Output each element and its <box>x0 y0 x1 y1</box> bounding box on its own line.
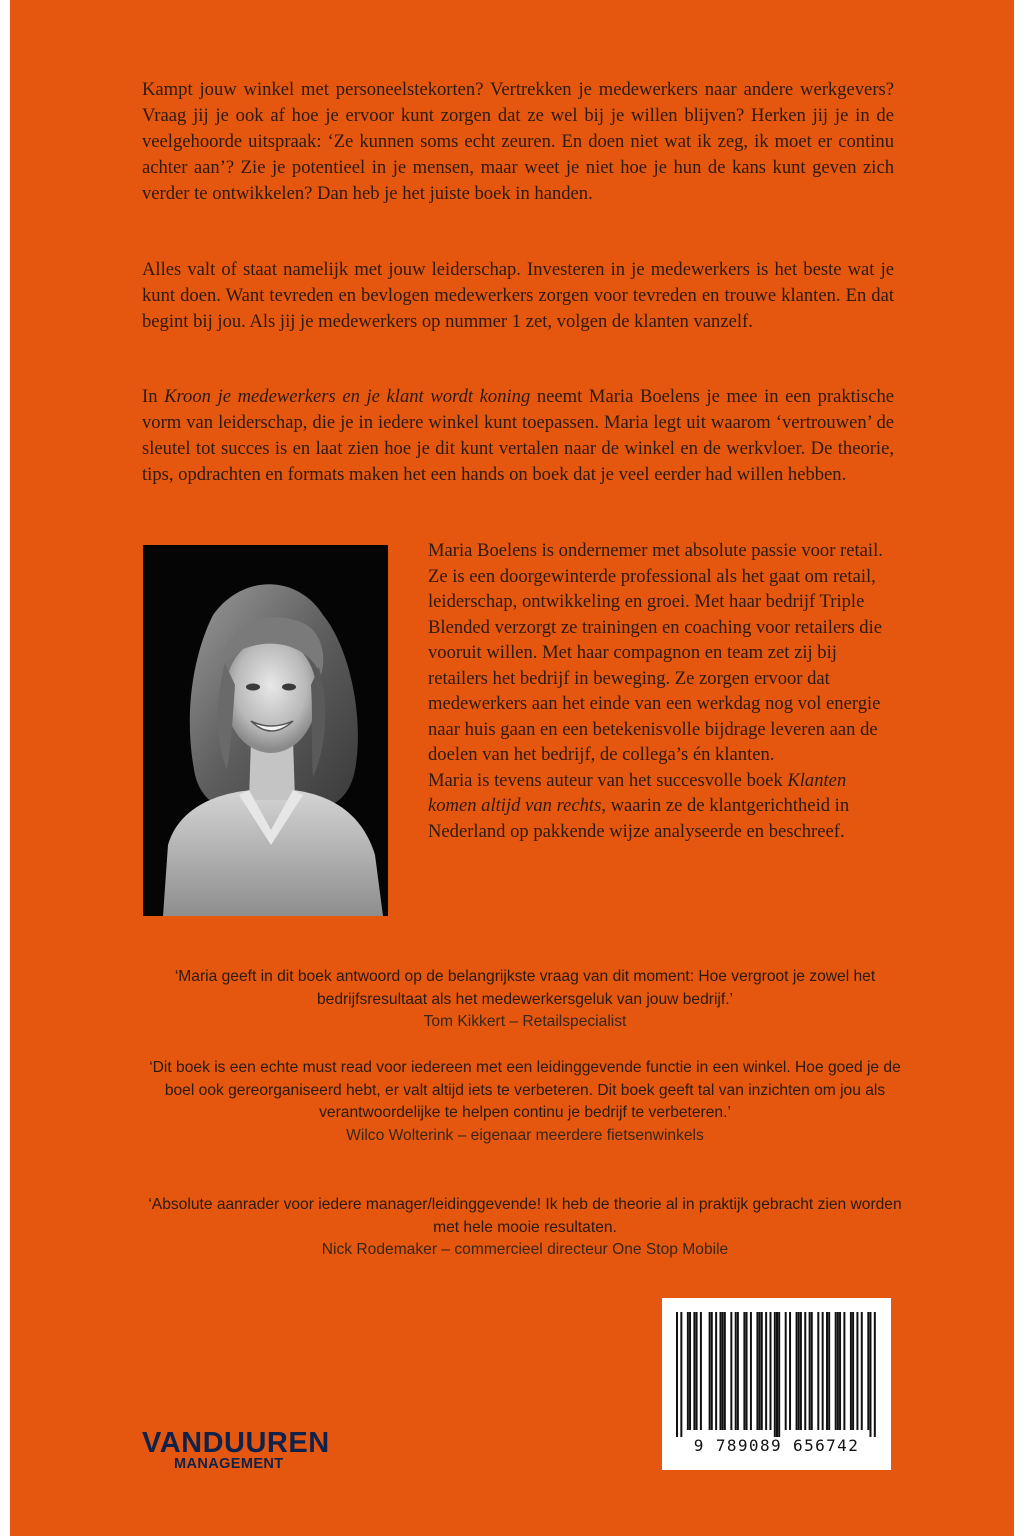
barcode-bar <box>746 1312 748 1430</box>
quote-text: ‘Absolute aanrader voor iedere manager/leidinggevende! Ik heb de theorie al in praktijk gebracht zien worden met hele mooie resultaten. <box>148 1196 902 1236</box>
barcode-bar <box>735 1312 737 1430</box>
quote-source: Wilco Wolterink – eigenaar meerdere fietsenwinkels <box>346 1126 704 1144</box>
author-photo <box>143 545 388 916</box>
back-cover <box>10 0 1014 1536</box>
bio-line2-rest: , waarin ze de klantgerichtheid in Nederland op pakkende wijze analyseerde en beschreef. <box>428 795 850 842</box>
blurb-p3-rest: neemt Maria Boelens je mee in een praktische vorm van leiderschap, die je in iedere winkel kunt toepassen. Maria legt uit waarom ‘vertrouwen’ de sleutel tot succes is en laat zien hoe je dit kunt vertalen naar de winkel en de werkvloer. De theorie, tips, opdrachten en formats maken het een hands on boek dat je veel eerder had willen hebben. <box>142 386 895 485</box>
review-quote-2 <box>140 1057 910 1147</box>
ean-13-barcode-icon <box>676 1312 876 1437</box>
barcode-bar <box>765 1312 767 1430</box>
barcode-bar <box>776 1312 778 1437</box>
barcode-bar <box>852 1312 854 1430</box>
barcode-bar <box>861 1312 863 1430</box>
barcode-bar <box>711 1312 713 1430</box>
barcode-bar <box>826 1312 828 1430</box>
blurb-paragraph-1: Kampt jouw winkel met personeelstekorten? Vertrekken je medewerkers naar andere werkgevers? Vraag jij je ook af hoe je ervoor kunt zorgen dat ze wel bij je willen blijven? Herken jij je in de veelgehoorde uitspraak: ‘Ze kunnen soms echt zeuren. En doen niet wat ik zeg, ik moet er continu achter aan’? Zie je potentieel in je mensen, maar weet je niet hoe je hun de kans kunt geven zich verder te ontwikkelen? Dan heb je het juiste boek in handen. <box>142 79 894 204</box>
author-bio <box>428 538 884 844</box>
quote-text: ‘Dit boek is een echte must read voor iedereen met een leidinggevende functie in een winkel. Hoe goed je de boel ook gereorganiseerd hebt, er valt altijd iets te verbeteren. Dit boek geeft tal van inzichten om jou als verantwoordelijke te helpen continu je bedrijf te verbeteren.’ <box>149 1059 901 1121</box>
barcode-bar <box>798 1312 800 1430</box>
previous-book-title: Klanten komen altijd van rechts <box>428 769 847 816</box>
barcode-bar <box>709 1312 711 1430</box>
barcode-bar <box>687 1312 689 1430</box>
barcode-bar <box>689 1312 691 1430</box>
barcode-bar <box>874 1312 876 1437</box>
quote-source: Nick Rodemaker – commercieel directeur One Stop Mobile <box>321 1241 729 1258</box>
barcode-bar <box>822 1312 824 1430</box>
barcode-bar <box>750 1312 752 1430</box>
blurb-paragraph-3 <box>142 384 894 488</box>
isbn-number: 9 789089 656742 <box>693 1436 860 1455</box>
barcode-bar <box>785 1312 787 1430</box>
review-quote-3 <box>140 1194 910 1262</box>
barcode-bar <box>796 1312 798 1430</box>
barcode-bar <box>759 1312 761 1430</box>
barcode-bar <box>756 1312 758 1430</box>
barcode-bar <box>680 1312 682 1437</box>
barcode-bar <box>743 1312 745 1430</box>
barcode-bar <box>696 1312 698 1430</box>
quote-text: ‘Maria geeft in dit boek antwoord op de belangrijkste vraag van dit moment: Hoe vergroot je zowel het bedrijfsresultaat als het medewerkersgeluk van jouw bedrijf.’ <box>174 968 876 1008</box>
barcode-bar <box>676 1312 678 1437</box>
review-quote-1 <box>140 966 910 1034</box>
bio-line2-prefix: Maria is tevens auteur van het succesvolle boek <box>428 769 788 791</box>
bio-text: Maria Boelens is ondernemer met absolute passie voor retail. Ze is een doorgewinterde professional als het gaat om retail, leiderschap, ontwikkeling en groei. Met haar bedrijf Triple Blended verzorgt ze trainingen en coaching voor retailers die vooruit willen. Met haar compagnon en team zet zij bij retailers het bedrijf in beweging. Ze zorgen ervoor dat medewerkers aan het einde van een werkdag nog vol energie naar huis gaan en een betekenisvolle bijdrage leveren aan de doelen van het bedrijf, de collega’s én klanten. <box>428 540 883 765</box>
barcode-bar <box>700 1312 702 1430</box>
quote-source: Tom Kikkert – Retailspecialist <box>423 1013 627 1030</box>
blurb-paragraph-2: Alles valt of staat namelijk met jouw leiderschap. Investeren in je medewerkers is het beste wat je kunt doen. Want tevreden en bevlogen medewerkers zorgen voor tevreden en trouwe klanten. En dat begint bij jou. Als jij je medewerkers op nummer 1 zet, volgen de klanten vanzelf. <box>142 259 894 332</box>
publisher-name: VANDUUREN <box>142 1427 330 1459</box>
barcode-bar <box>789 1312 791 1430</box>
barcode-bar <box>761 1312 763 1430</box>
barcode-bar <box>693 1312 695 1430</box>
barcode-bar <box>839 1312 841 1430</box>
barcode-bar <box>843 1312 845 1430</box>
barcode-bar <box>869 1312 871 1437</box>
barcode-bar <box>850 1312 852 1430</box>
barcode-bar <box>804 1312 806 1430</box>
barcode-bar <box>715 1312 717 1430</box>
barcode-bar <box>828 1312 830 1430</box>
book-title: Kroon je medewerkers en je klant wordt koning <box>164 386 531 407</box>
barcode-bar <box>737 1312 739 1430</box>
barcode-bar <box>867 1312 869 1430</box>
barcode-bar <box>817 1312 819 1430</box>
publisher-imprint: MANAGEMENT <box>174 1456 284 1472</box>
author-portrait-icon <box>143 545 388 916</box>
barcode-bar <box>835 1312 837 1430</box>
barcode-bar <box>800 1312 802 1430</box>
barcode-bar <box>724 1312 726 1430</box>
barcode-bar <box>719 1312 721 1430</box>
publisher-logo <box>142 1428 330 1472</box>
barcode-bar <box>856 1312 858 1430</box>
barcode-bar <box>774 1312 776 1437</box>
barcode-bar <box>730 1312 732 1430</box>
barcode-bar <box>809 1312 811 1430</box>
blurb-p3-prefix: In <box>142 386 165 407</box>
barcode-bar <box>769 1312 771 1430</box>
barcode <box>662 1298 891 1470</box>
barcode-bar <box>837 1312 839 1430</box>
barcode-bar <box>722 1312 724 1430</box>
barcode-bar <box>811 1312 813 1430</box>
barcode-bar <box>778 1312 780 1437</box>
